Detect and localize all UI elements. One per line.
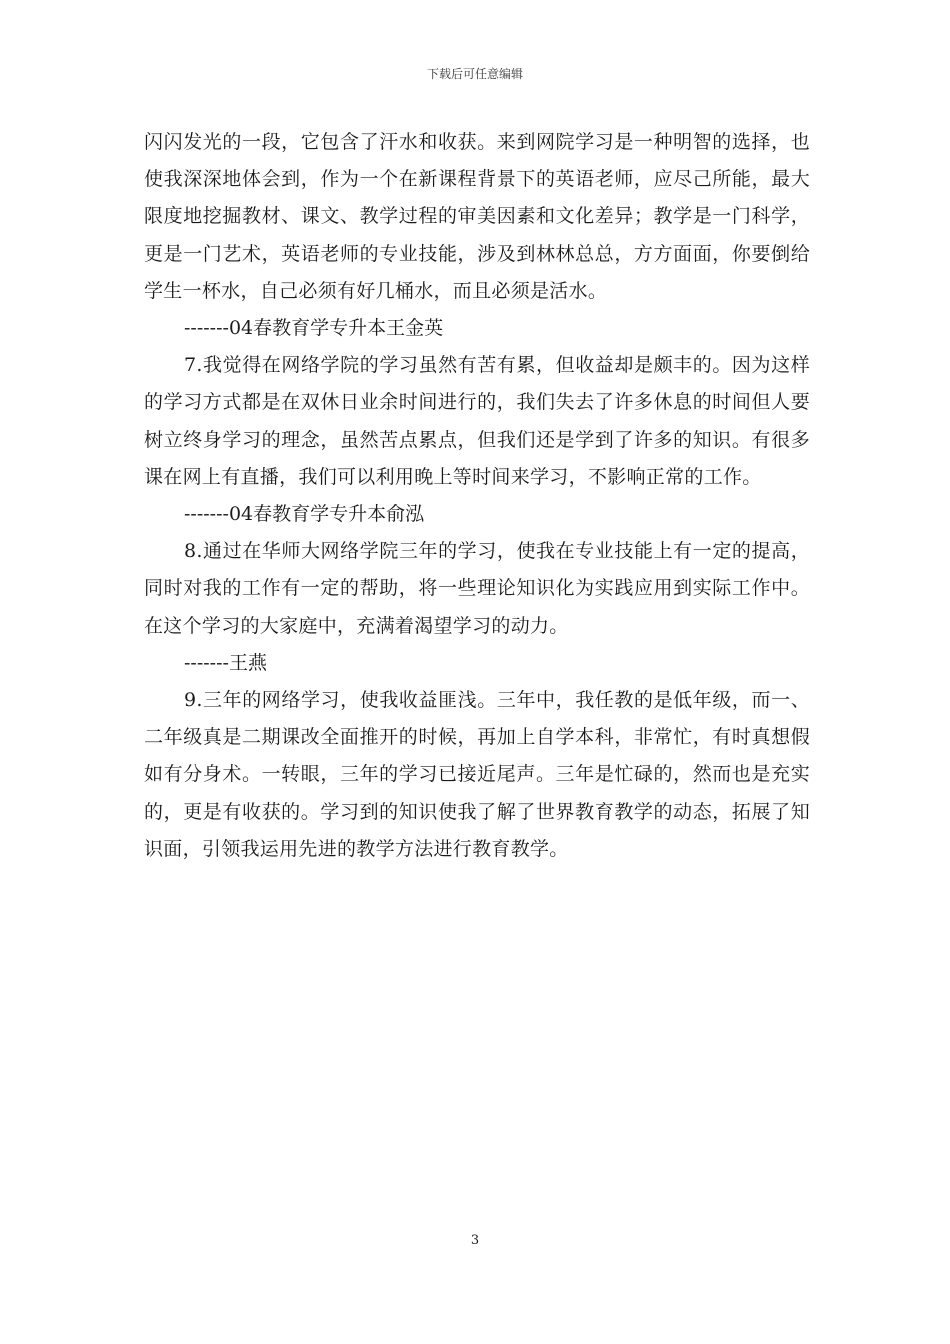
paragraph-item-8: 8.通过在华师大网络学院三年的学习，使我在专业技能上有一定的提高，同时对我的工作有一定的帮助，将一些理论知识化为实践应用到实际工作中。在这个学习的大家庭中，充满着渴望学习的动力。	[144, 540, 810, 637]
paragraph-continued: 闪闪发光的一段，它包含了汗水和收获。来到网院学习是一种明智的选择，也使我深深地体会到，作为一个在新课程背景下的英语老师，应尽己所能，最大限度地挖掘教材、课文、教学过程的审美因素和文化差异；教学是一门科学，更是一门艺术，英语老师的专业技能，涉及到林林总总，方方面面，你要倒给学生一杯水，自己必须有好几桶水，而且必须是活水。	[144, 131, 810, 302]
page-header: 下载后可任意编辑	[426, 67, 523, 81]
document-body	[144, 124, 810, 868]
paragraph-item-7: 7.我觉得在网络学院的学习虽然有苦有累，但收益却是颇丰的。因为这样的学习方式都是在双休日业余时间进行的，我们失去了许多休息的时间但人要树立终身学习的理念，虽然苦点累点，但我们还是学到了许多的知识。有很多课在网上有直播，我们可以利用晚上等时间来学习，不影响正常的工作。	[144, 354, 810, 488]
paragraph-item-9: 9.三年的网络学习，使我收益匪浅。三年中，我任教的是低年级，而一、二年级真是二期课改全面推开的时候，再加上自学本科，非常忙，有时真想假如有分身术。一转眼，三年的学习已接近尾声。三年是忙碌的，然而也是充实的，更是有收获的。学习到的知识使我了解了世界教育教学的动态，拓展了知识面，引领我运用先进的教学方法进行教育教学。	[144, 689, 810, 860]
signature-wang-yan: -------王燕	[184, 651, 267, 674]
signature-wang-jinying: -------04春教育学专升本王金英	[184, 317, 444, 340]
signature-yu-hong: -------04春教育学专升本俞泓	[184, 503, 425, 526]
page-number: 3	[470, 1233, 480, 1248]
